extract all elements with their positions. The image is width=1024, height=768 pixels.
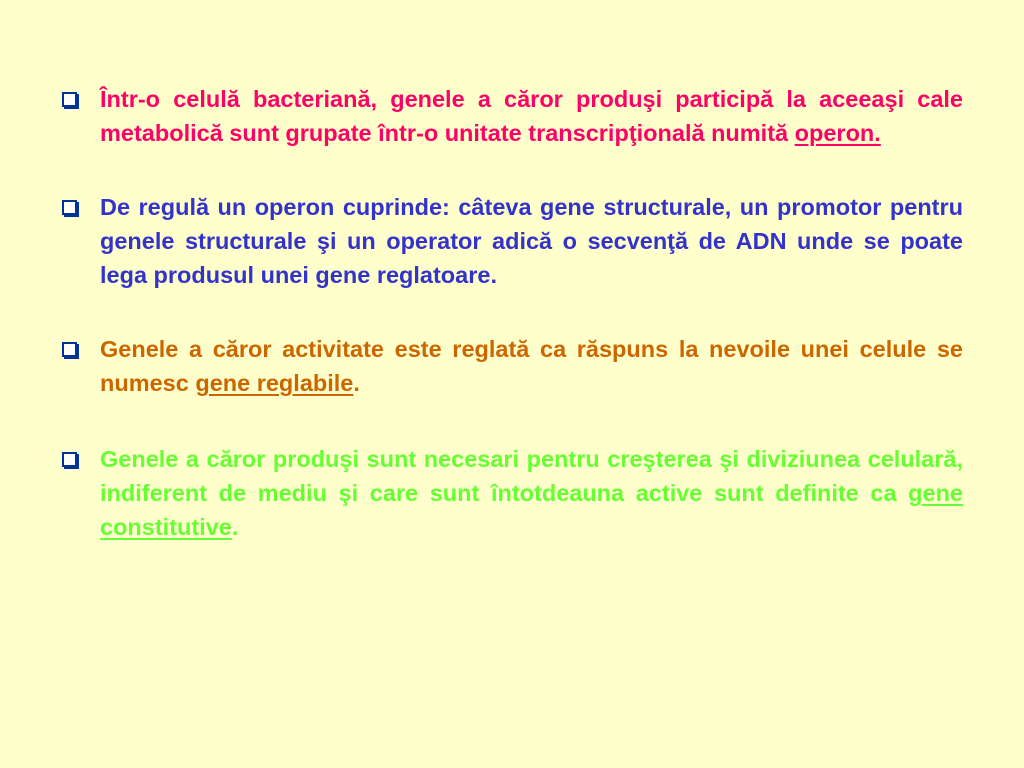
bullet-item-operon [62,82,963,150]
term-gene-reglabile: gene reglabile [195,370,354,396]
bullet-text: Genele a căror produşi sunt necesari pentru creşterea şi diviziunea celulară, indiferent de mediu şi care sunt întotdeauna active sunt definite ca [100,446,963,506]
bullet-text: De regulă un operon cuprinde: câteva gene structurale, un promotor pentru genele structurale şi un operator adică o secvenţă de ADN unde se poate lega produsul unei gene reglatoare. [100,194,963,288]
square-bullet-icon [62,200,77,215]
square-bullet-icon [62,452,77,467]
bullet-item-regulated-genes [62,332,963,400]
square-bullet-icon [62,92,77,107]
bullet-tail: . [353,370,360,396]
term-operon: operon. [794,120,881,146]
bullet-text: Genele a căror activitate este reglată ca răspuns la nevoile unei celule se numesc [100,336,963,396]
bullet-item-operon-structure [62,190,963,292]
bullet-item-constitutive-genes [62,442,963,544]
bullet-list [62,82,963,584]
bullet-tail: . [231,514,239,540]
bullet-text: Într-o celulă bacteriană, genele a căror produşi participă la aceeaşi cale metabolică sunt grupate într-o unitate transcripţională numită [100,86,963,146]
square-bullet-icon [62,342,77,357]
term-gene-constitutive: gene constitutive [100,480,963,540]
